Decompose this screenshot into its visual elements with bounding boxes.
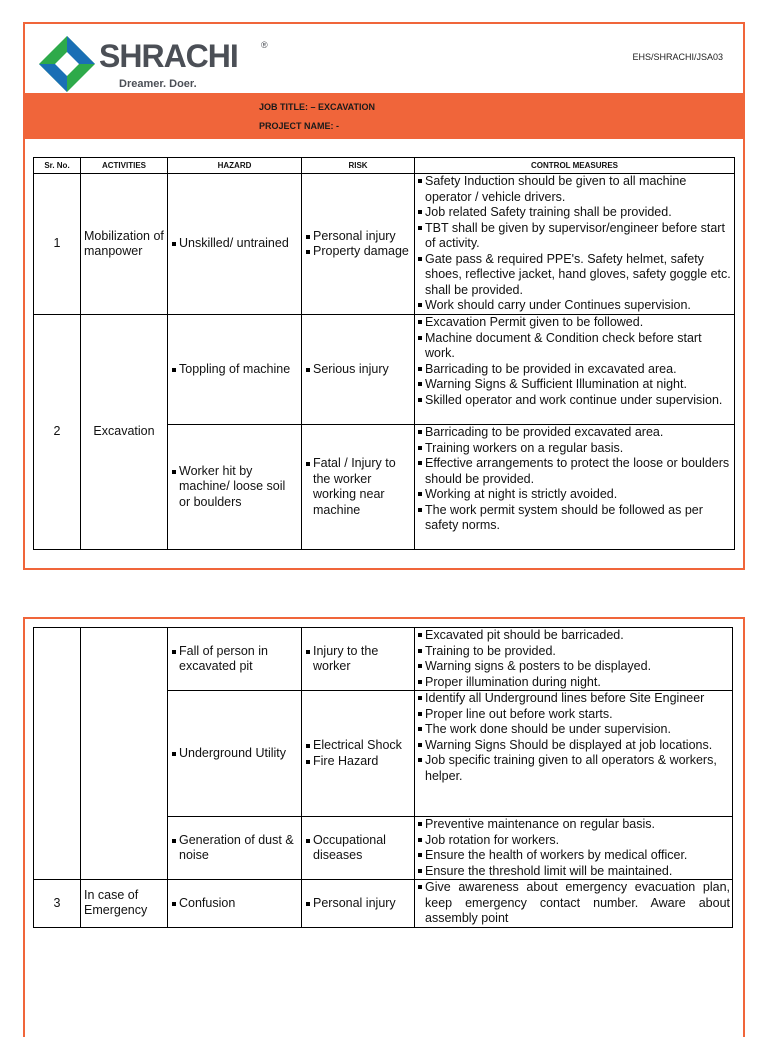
document-page-1 <box>23 22 745 570</box>
header-sr-no: Sr. No. <box>34 158 81 174</box>
row2a-hazard: Toppling of machine <box>168 315 302 425</box>
row2c-controls: Excavated pit should be barricaded. Training to be provided. Warning signs & posters to be displayed. Proper illumination during night. <box>415 628 733 691</box>
logo-brand-text: SHRACHI <box>99 38 238 74</box>
document-code: EHS/SHRACHI/JSA03 <box>632 52 723 62</box>
row1-controls: Safety Induction should be given to all machine operator / vehicle drivers. Job related Safety training shall be provided. TBT shall be given by supervisor/engineer before start of activity. Gate pass & required PPE's. Safety helmet, safety shoes, reflective jacket, hand gloves, safety goggle etc. shall be provided. Work should carry under Continues supervision. <box>415 174 735 315</box>
document-page-2 <box>23 617 745 1037</box>
logo-registered-mark: ® <box>261 40 268 50</box>
row3-risk: Personal injury <box>302 880 415 928</box>
row1-sr: 1 <box>34 174 81 315</box>
row2b-hazard: Worker hit by machine/ loose soil or boulders <box>168 425 302 550</box>
row2e-controls: Preventive maintenance on regular basis. Job rotation for workers. Ensure the health of workers by medical officer. Ensure the threshold limit will be maintained. <box>415 817 733 880</box>
row2a-controls: Excavation Permit given to be followed. Machine document & Condition check before start work. Barricading to be provided in excavated area. Warning Signs & Sufficient Illumination at night. Skilled operator and work continue under supervision. <box>415 315 735 425</box>
job-title: JOB TITLE: – EXCAVATION <box>259 102 376 112</box>
row2b-controls: Barricading to be provided excavated area. Training workers on a regular basis. Effective arrangements to protect the loose or boulders should be provided. Working at night is strictly avoided. The work permit system should be followed as per safety norms. <box>415 425 735 550</box>
row3-hazard: Confusion <box>168 880 302 928</box>
cont-activity-empty <box>81 628 168 880</box>
table-row <box>34 315 735 425</box>
company-logo <box>37 34 268 94</box>
jsa-table-page-1 <box>33 157 735 550</box>
row1-hazard: Unskilled/ untrained <box>168 174 302 315</box>
row2e-hazard: Generation of dust & noise <box>168 817 302 880</box>
title-banner <box>25 93 743 139</box>
row2e-risk: Occupational diseases <box>302 817 415 880</box>
header-risk: RISK <box>302 158 415 174</box>
header-hazard: HAZARD <box>168 158 302 174</box>
header-control-measures: CONTROL MEASURES <box>415 158 735 174</box>
row2b-risk: Fatal / Injury to the worker working near machine <box>302 425 415 550</box>
cont-sr-empty <box>34 628 81 880</box>
row2-sr: 2 <box>34 315 81 550</box>
header-activities: ACTIVITIES <box>81 158 168 174</box>
table-header-row <box>34 158 735 174</box>
row2d-controls: Identify all Underground lines before Site Engineer Proper line out before work starts. The work done should be under supervision. Warning Signs Should be displayed at job locations. Job specific training given to all operators & workers, helper. <box>415 691 733 817</box>
row2d-risk: Electrical Shock Fire Hazard <box>302 691 415 817</box>
row1-activity: Mobilization of manpower <box>81 174 168 315</box>
row1-risk: Personal injury Property damage <box>302 174 415 315</box>
table-row <box>34 174 735 315</box>
row2-activity: Excavation <box>81 315 168 550</box>
logo-tagline: Dreamer. Doer. <box>119 78 197 90</box>
row3-activity: In case of Emergency <box>81 880 168 928</box>
row2c-hazard: Fall of person in excavated pit <box>168 628 302 691</box>
table-row <box>34 628 733 691</box>
row2c-risk: Injury to the worker <box>302 628 415 691</box>
row3-controls: Give awareness about emergency evacuation plan, keep emergency contact number. Aware about assembly point <box>415 880 733 928</box>
project-name: PROJECT NAME: - <box>259 121 340 131</box>
table-row <box>34 880 733 928</box>
shrachi-diamond-icon <box>37 34 97 94</box>
row3-sr: 3 <box>34 880 81 928</box>
row2d-hazard: Underground Utility <box>168 691 302 817</box>
jsa-table-page-2 <box>33 627 733 928</box>
row2a-risk: Serious injury <box>302 315 415 425</box>
